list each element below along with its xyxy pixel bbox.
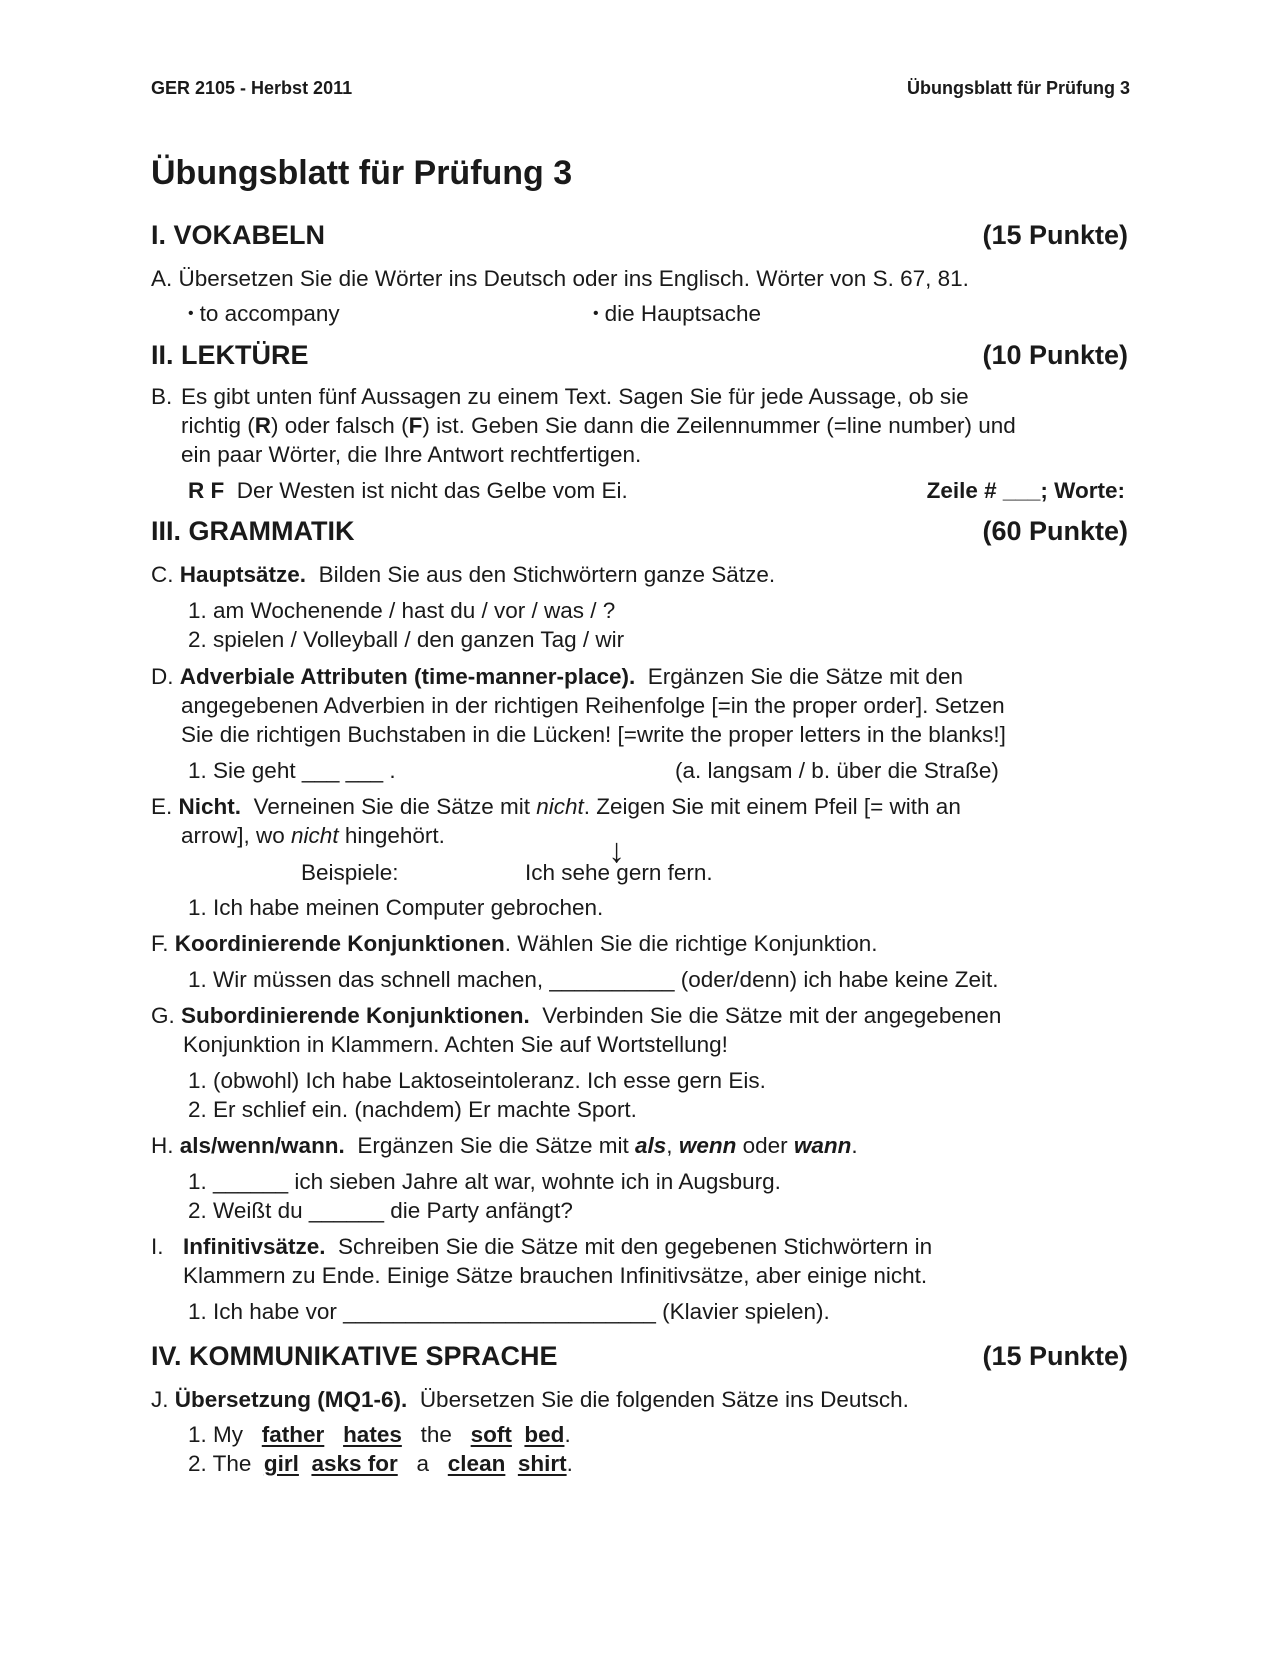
task-label: E. <box>151 794 173 819</box>
task-g-line2: Konjunktion in Klammern. Achten Sie auf Wortstellung! <box>183 1032 728 1057</box>
sentence-word: . <box>564 1422 571 1447</box>
task-f-item: 1. Wir müssen das schnell machen, __________ (oder/denn) ich habe keine Zeit. <box>188 967 999 992</box>
task-b-line3: ein paar Wörter, die Ihre Antwort rechtfertigen. <box>181 442 642 467</box>
task-label: A. <box>151 266 173 291</box>
sentence-word: . <box>566 1451 573 1476</box>
richtig-letter: R <box>254 413 272 438</box>
example-label: Beispiele: <box>301 860 399 885</box>
task-text: arrow], wo <box>181 823 285 848</box>
task-b-label: B. <box>151 384 173 409</box>
text: ) ist. Geben Sie dann die Zeilennummer (=line number) und <box>422 413 1016 438</box>
task-text: Verbinden Sie die Sätze mit der angegebenen <box>542 1003 1002 1028</box>
key-word: soft <box>470 1422 512 1447</box>
task-d-line3: Sie die richtigen Buchstaben in die Lücken! [=write the proper letters in the blanks!] <box>181 722 1006 747</box>
task-e-item: 1. Ich habe meinen Computer gebrochen. <box>188 895 604 920</box>
task-h <box>151 1131 858 1160</box>
vocab-word: to accompany <box>199 301 340 326</box>
task-h-item: 2. Weißt du ______ die Party anfängt? <box>188 1198 573 1223</box>
header-course: GER 2105 - Herbst 2011 <box>151 78 353 98</box>
nicht-word: nicht <box>291 823 339 848</box>
task-b-line1: Es gibt unten fünf Aussagen zu einem Text. Sagen Sie für jede Aussage, ob sie <box>181 384 969 409</box>
key-word: bed <box>524 1422 565 1447</box>
task-i-item: 1. Ich habe vor _________________________ (Klavier spielen). <box>188 1299 830 1324</box>
section-heading-kommunikative: IV. KOMMUNIKATIVE SPRACHE <box>151 1341 558 1371</box>
task-title: Hauptsätze. <box>179 562 307 587</box>
example-text: Ich sehe gern fern. <box>525 860 713 885</box>
key-word: hates <box>343 1422 402 1447</box>
vocab-word: die Hauptsache <box>604 301 761 326</box>
task-text: Ergänzen Sie die Sätze mit <box>357 1133 629 1158</box>
statement-row <box>188 476 628 505</box>
keyword-wenn: wenn <box>678 1133 737 1158</box>
section-points-grammatik: (60 Punkte) <box>982 516 1128 546</box>
statement-text: Der Westen ist nicht das Gelbe vom Ei. <box>236 478 628 503</box>
section-points-vokabeln: (15 Punkte) <box>982 220 1128 250</box>
task-i-line1 <box>183 1232 932 1261</box>
task-label: D. <box>151 664 174 689</box>
zeile-worte: Zeile # ___; Worte: <box>926 478 1125 503</box>
task-g-line1 <box>151 1001 1001 1030</box>
task-text: Verneinen Sie die Sätze mit <box>253 794 530 819</box>
sentence-word: a <box>416 1451 430 1476</box>
task-c-item: 1. am Wochenende / hast du / vor / was / ? <box>188 598 616 623</box>
key-word: clean <box>447 1451 506 1476</box>
task-e-line1 <box>151 792 961 821</box>
task-e-line2 <box>181 821 445 850</box>
task-g-item: 1. (obwohl) Ich habe Laktoseintoleranz. Ich esse gern Eis. <box>188 1068 766 1093</box>
task-title: Infinitivsätze. <box>183 1234 326 1259</box>
translation-sentence-2 <box>188 1449 573 1478</box>
task-title: Nicht. <box>178 794 242 819</box>
task-text: Schreiben Sie die Sätze mit den gegebenen Stichwörtern in <box>338 1234 933 1259</box>
task-d-line1 <box>151 662 963 691</box>
keyword-als: als <box>635 1133 667 1158</box>
task-label: G. <box>151 1003 175 1028</box>
key-word: shirt <box>517 1451 567 1476</box>
task-f <box>151 929 878 958</box>
task-title: Übersetzung (MQ1-6). <box>174 1387 408 1412</box>
page-title: Übungsblatt für Prüfung 3 <box>151 154 573 192</box>
task-g-item: 2. Er schlief ein. (nachdem) Er machte Sport. <box>188 1097 637 1122</box>
task-label: C. <box>151 562 174 587</box>
sentence-word: 1. My <box>188 1422 244 1447</box>
task-h-item: 1. ______ ich sieben Jahre alt war, wohnte ich in Augsburg. <box>188 1169 781 1194</box>
task-label: H. <box>151 1133 174 1158</box>
keyword-wann: wann <box>793 1133 852 1158</box>
task-text: . Wählen Sie die richtige Konjunktion. <box>504 931 878 956</box>
task-text: Übersetzen Sie die folgenden Sätze ins Deutsch. <box>419 1387 909 1412</box>
key-word: girl <box>263 1451 299 1476</box>
task-label: F. <box>151 931 169 956</box>
bullet-icon: • <box>188 305 194 322</box>
text: ) oder falsch ( <box>271 413 409 438</box>
section-points-kommunikative: (15 Punkte) <box>982 1341 1128 1371</box>
task-title: Koordinierende Konjunktionen <box>174 931 505 956</box>
task-text: hingehört. <box>344 823 445 848</box>
task-text: Übersetzen Sie die Wörter ins Deutsch oder ins Englisch. Wörter von S. 67, 81. <box>178 266 969 291</box>
task-title: Subordinierende Konjunktionen. <box>181 1003 530 1028</box>
task-c <box>151 560 775 589</box>
sentence-word: the <box>420 1422 452 1447</box>
down-arrow-icon: ↓ <box>608 832 625 870</box>
sentence-word: 2. The <box>188 1451 252 1476</box>
section-points-lektuere: (10 Punkte) <box>982 340 1128 370</box>
task-b-line2 <box>181 411 1016 440</box>
task-text: Bilden Sie aus den Stichwörtern ganze Sätze. <box>318 562 776 587</box>
task-d-item: 1. Sie geht ___ ___ . <box>188 758 396 783</box>
bullet-icon: • <box>593 305 599 322</box>
task-label: J. <box>151 1387 169 1412</box>
section-heading-grammatik: III. GRAMMATIK <box>151 516 355 546</box>
task-text: . <box>851 1133 858 1158</box>
task-a <box>151 264 969 293</box>
task-text: Ergänzen Sie die Sätze mit den <box>647 664 963 689</box>
vocab-item <box>593 299 761 331</box>
vocab-item <box>188 299 340 331</box>
task-j <box>151 1385 909 1414</box>
task-d-line2: angegebenen Adverbien in der richtigen Reihenfolge [=in the proper order]. Setzen <box>181 693 1005 718</box>
text: richtig ( <box>181 413 255 438</box>
task-text: . Zeigen Sie mit einem Pfeil [= with an <box>583 794 961 819</box>
key-word: father <box>261 1422 325 1447</box>
task-c-item: 2. spielen / Volleyball / den ganzen Tag / wir <box>188 627 625 652</box>
rf-choice: R F <box>188 478 225 503</box>
header-sheet-title: Übungsblatt für Prüfung 3 <box>907 78 1130 98</box>
task-title: Adverbiale Attributen (time-manner-place). <box>179 664 636 689</box>
key-word: asks for <box>311 1451 398 1476</box>
task-d-hint: (a. langsam / b. über die Straße) <box>675 758 999 783</box>
falsch-letter: F <box>408 413 423 438</box>
task-i-line2: Klammern zu Ende. Einige Sätze brauchen Infinitivsätze, aber einige nicht. <box>183 1263 928 1288</box>
task-text: oder <box>742 1133 788 1158</box>
nicht-word: nicht <box>536 794 584 819</box>
section-heading-lektuere: II. LEKTÜRE <box>151 340 309 370</box>
task-i-label: I. <box>151 1234 164 1259</box>
task-title: als/wenn/wann. <box>179 1133 345 1158</box>
translation-sentence-1 <box>188 1420 571 1449</box>
section-heading-vokabeln: I. VOKABELN <box>151 220 326 250</box>
task-text: , <box>666 1133 673 1158</box>
